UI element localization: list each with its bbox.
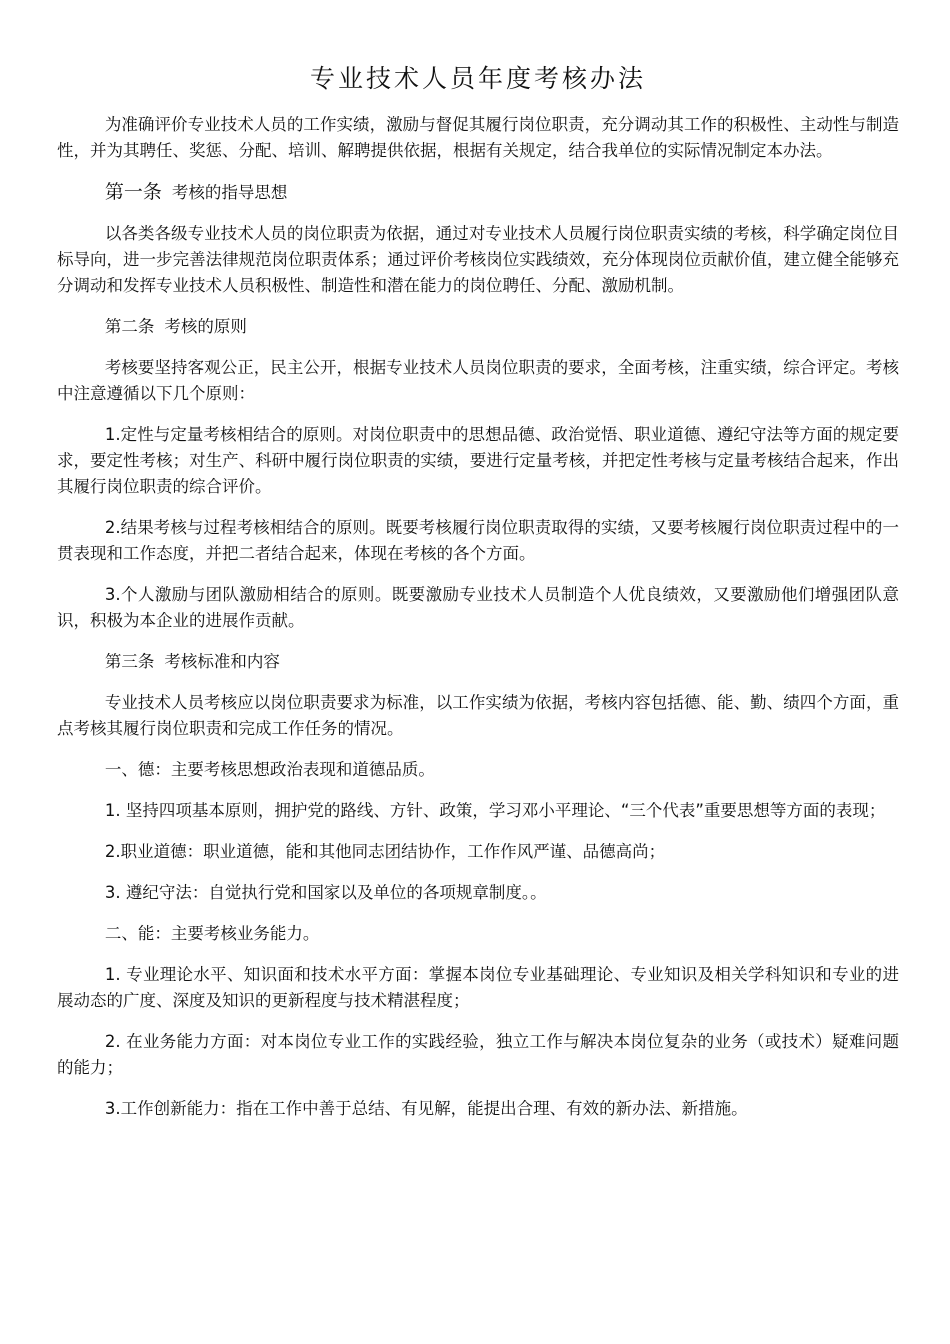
intro-paragraph: 为准确评价专业技术人员的工作实绩，激励与督促其履行岗位职责，充分调动其工作的积极性、主动性与制造性，并为其聘任、奖惩、分配、培训、解聘提供依据，根据有关规定，结合我单位的实际情况制定本办法。: [57, 115, 899, 160]
paragraph: 一、德：主要考核思想政治表现和道德品质。: [104, 760, 435, 779]
paragraph: 3.工作创新能力：指在工作中善于总结、有见解，能提出合理、有效的新办法、新措施。: [104, 1099, 748, 1118]
paragraph: 考核要坚持客观公正，民主公开，根据专业技术人员岗位职责的要求，全面考核，注重实绩，综合评定。考核中注意遵循以下几个原则：: [57, 358, 899, 403]
article-heading-1: [57, 179, 899, 206]
article-heading-2: [57, 314, 899, 340]
paragraph: 1.定性与定量考核相结合的原则。对岗位职责中的思想品德、政治觉悟、职业道德、遵纪守法等方面的规定要求，要定性考核；对生产、科研中履行岗位职责的实绩，要进行定量考核，并把定性考核与定量考核结合起来，作出其履行岗位职责的综合评价。: [57, 425, 899, 496]
document-title: 专业技术人员年度考核办法: [309, 64, 646, 93]
paragraph: 3.个人激励与团队激励相结合的原则。既要激励专业技术人员制造个人优良绩效，又要激励他们增强团队意识，积极为本企业的进展作贡献。: [57, 585, 899, 630]
document-page: [57, 62, 899, 1137]
paragraph: 二、能：主要考核业务能力。: [104, 924, 320, 943]
paragraph: 1. 坚持四项基本原则，拥护党的路线、方针、政策，学习邓小平理论、“三个代表”重要思想等方面的表现；: [104, 801, 886, 820]
article-title: 考核的原则: [164, 317, 247, 336]
article-number: 第三条: [104, 652, 155, 671]
paragraph: 专业技术人员考核应以岗位职责要求为标准，以工作实绩为依据，考核内容包括德、能、勤、绩四个方面，重点考核其履行岗位职责和完成工作任务的情况。: [57, 693, 899, 738]
article-heading-3: [57, 649, 899, 675]
article-title: 考核的指导思想: [171, 183, 288, 202]
article-number: 第二条: [104, 317, 155, 336]
paragraph: 以各类各级专业技术人员的岗位职责为依据，通过对专业技术人员履行岗位职责实绩的考核，科学确定岗位目标导向，进一步完善法律规范岗位职责体系；通过评价考核岗位实践绩效，充分体现岗位贡献价值，建立健全能够充分调动和发挥专业技术人员积极性、制造性和潜在能力的岗位聘任、分配、激励机制。: [57, 224, 899, 295]
paragraph: 1. 专业理论水平、知识面和技术水平方面：掌握本岗位专业基础理论、专业知识及相关学科知识和专业的进展动态的广度、深度及知识的更新程度与技术精湛程度；: [57, 965, 899, 1010]
paragraph: 2.职业道德：职业道德，能和其他同志团结协作，工作作风严谨、品德高尚；: [104, 842, 666, 861]
article-title: 考核标准和内容: [164, 652, 280, 671]
article-number: 第一条: [104, 181, 162, 203]
paragraph: 2. 在业务能力方面：对本岗位专业工作的实践经验，独立工作与解决本岗位复杂的业务（或技术）疑难问题的能力；: [57, 1032, 899, 1077]
paragraph: 3. 遵纪守法：自觉执行党和国家以及单位的各项规章制度。。: [104, 883, 547, 902]
paragraph: 2.结果考核与过程考核相结合的原则。既要考核履行岗位职责取得的实绩，又要考核履行岗位职责过程中的一贯表现和工作态度，并把二者结合起来，体现在考核的各个方面。: [57, 518, 899, 563]
